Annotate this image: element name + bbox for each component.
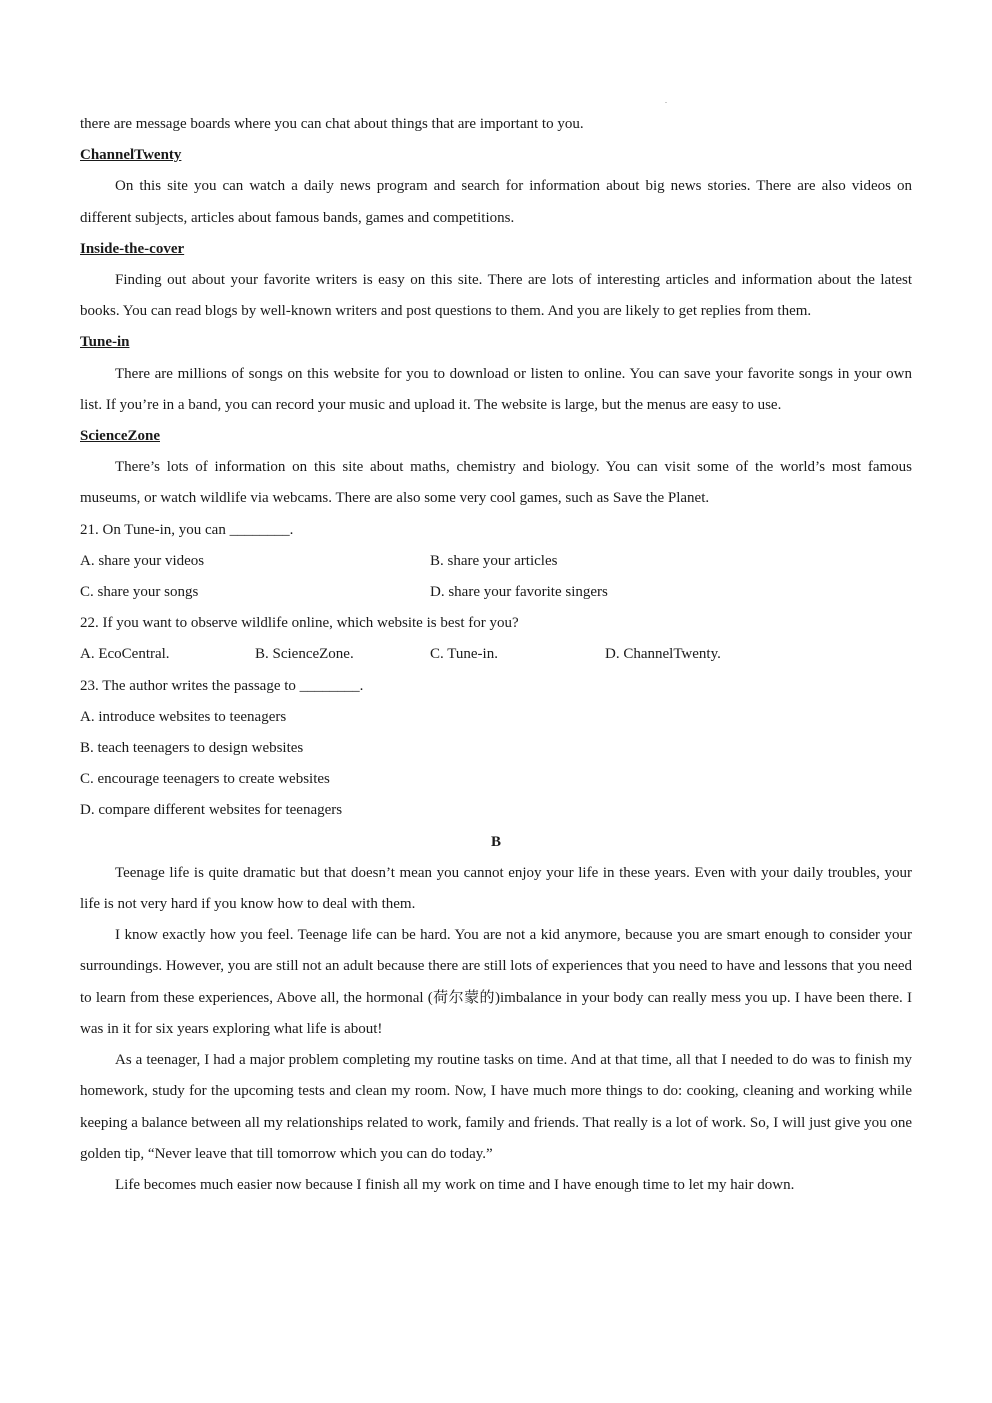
section-b-paragraph-3: As a teenager, I had a major problem completing my routine tasks on time. And at that time, all that I needed to do was to finish my homework, study for the upcoming tests and clean my room. Now, I have much more things to do: cooking, cleaning and working while keeping a balance between all my relationships related to work, family and friends. That really is a lot of work. So, I will just give you one golden tip, “Never leave that till tomorrow which you can do today.” <box>80 1052 913 1162</box>
intro-tail: there are message boards where you can chat about things that are important to you. <box>80 116 584 132</box>
site-text-tune-in: There are millions of songs on this website for you to download or listen to online. You can save your favorite songs in your own list. If you’re in a band, you can record your music and upload it. The website is large, but the menus are easy to use. <box>80 365 912 413</box>
question-21-option-c: C. share your songs <box>80 584 199 601</box>
question-21-options-row-2 <box>80 577 912 608</box>
section-b-paragraph-4: Life becomes much easier now because I finish all my work on time and I have enough time to let my hair down. <box>115 1176 795 1193</box>
question-22-options <box>80 639 912 670</box>
question-21-option-d: D. share your favorite singers <box>430 584 608 601</box>
question-22-option-c: C. Tune-in. <box>430 646 498 663</box>
question-22-option-b: B. ScienceZone. <box>255 646 354 663</box>
site-text-channeltwenty: On this site you can watch a daily news program and search for information about big news stories. There are also videos on different subjects, articles about famous bands, games and competitions. <box>80 178 912 226</box>
site-text-sciencezone: There’s lots of information on this site about maths, chemistry and biology. You can visit some of the world’s most famous museums, or watch wildlife via webcams. There are also some very cool games, such as Save the Planet. <box>80 459 912 507</box>
site-heading-tune-in: Tune-in <box>80 334 130 351</box>
question-22-option-a: A. EcoCentral. <box>80 646 170 663</box>
question-21-stem: 21. On Tune-in, you can ________. <box>80 521 294 538</box>
question-23-option-c: C. encourage teenagers to create websites <box>80 771 330 788</box>
site-heading-inside-the-cover: Inside-the-cover <box>80 240 185 257</box>
question-21-option-a: A. share your videos <box>80 552 205 569</box>
question-21-options-row-1 <box>80 546 912 577</box>
section-b-title: B <box>490 833 501 850</box>
question-23-stem: 23. The author writes the passage to ________. <box>80 677 364 694</box>
question-21-option-b: B. share your articles <box>430 552 558 569</box>
section-b-paragraph-1: Teenage life is quite dramatic but that doesn’t mean you cannot enjoy your life in these years. Even with your daily troubles, your life is not very hard if you know how to deal with them. <box>80 864 912 913</box>
question-22-option-d: D. ChannelTwenty. <box>605 646 721 663</box>
site-heading-channeltwenty: ChannelTwenty <box>80 147 182 164</box>
question-23-option-b: B. teach teenagers to design websites <box>80 740 304 757</box>
section-b-paragraph-2: I know exactly how you feel. Teenage life can be hard. You are not a kid anymore, because you are smart enough to consider your surroundings. However, you are still not an adult because there are still lots of experiences that you need to have and lessons that you need to learn from these experiences, Above all, the hormonal (荷尔蒙的)imbalance in your body can really mess you up. I have been there. I was in it for six years exploring what life is about! <box>80 927 912 1037</box>
question-22-stem: 22. If you want to observe wildlife online, which website is best for you? <box>80 615 519 632</box>
question-23-option-a: A. introduce websites to teenagers <box>80 708 287 725</box>
site-text-inside-the-cover: Finding out about your favorite writers is easy on this site. There are lots of interesting articles and information about the latest books. You can read blogs by well-known writers and post questions to them. And you are likely to get replies from them. <box>80 272 912 320</box>
top-mark: . <box>665 96 667 105</box>
site-heading-sciencezone: ScienceZone <box>80 428 160 445</box>
question-23-option-d: D. compare different websites for teenagers <box>80 802 343 819</box>
content-column <box>80 109 912 1201</box>
